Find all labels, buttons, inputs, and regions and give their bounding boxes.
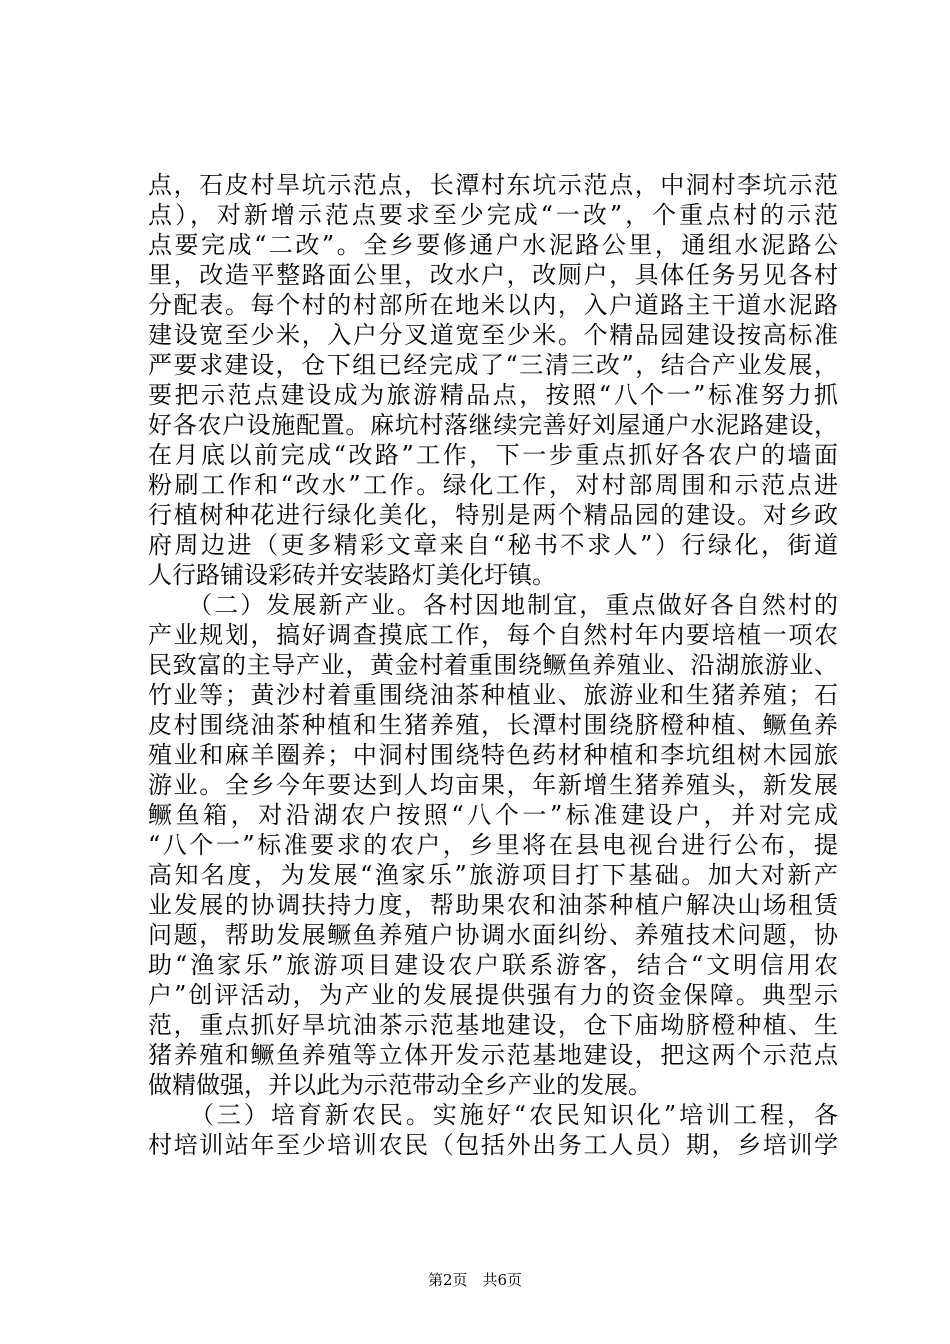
text-line: 建设宽至少米，入户分叉道宽至少米。个精品园建设按高标准 — [148, 321, 838, 349]
text-line: 游业。全乡今年要达到人均亩果，年新增生猪养殖头，新发展 — [148, 771, 838, 799]
text-line: 点，石皮村旱坑示范点，长潭村东坑示范点，中洞村李坑示范 — [148, 171, 838, 199]
text-line: 人行路铺设彩砖并安装路灯美化圩镇。 — [148, 561, 556, 589]
text-line: 点），对新增示范点要求至少完成“一改”，个重点村的示范 — [148, 201, 838, 229]
text-line: 问题，帮助发展鳜鱼养殖户协调水面纠纷、养殖技术问题，协 — [148, 921, 838, 949]
text-line: 村培训站年至少培训农民（包括外出务工人员）期，乡培训学 — [148, 1131, 838, 1159]
page-footer: 第2页 共6页 — [427, 1271, 523, 1289]
text-line: 鳜鱼箱，对沿湖农户按照“八个一”标准建设户，并对完成 — [148, 801, 838, 829]
text-line: “八个一”标准要求的农户，乡里将在县电视台进行公布，提 — [148, 831, 838, 859]
text-line: 好各农户设施配置。麻坑村落继续完善好刘屋通户水泥路建设， — [148, 411, 838, 439]
text-line: 高知名度，为发展“渔家乐”旅游项目打下基础。加大对新产 — [148, 861, 838, 889]
document-body — [148, 170, 838, 1160]
text-line: （二）发展新产业。各村因地制宜，重点做好各自然村的 — [148, 591, 838, 619]
text-line: 要把示范点建设成为旅游精品点，按照“八个一”标准努力抓 — [148, 381, 838, 409]
text-line: 助“渔家乐”旅游项目建设农户联系游客，结合“文明信用农 — [148, 951, 838, 979]
text-line: 粉刷工作和“改水”工作。绿化工作，对村部周围和示范点进 — [148, 471, 838, 499]
text-line: 做精做强，并以此为示范带动全乡产业的发展。 — [148, 1071, 652, 1099]
text-line: 殖业和麻羊圈养；中洞村围绕特色药材种植和李坑组树木园旅 — [148, 741, 838, 769]
text-line: 猪养殖和鳜鱼养殖等立体开发示范基地建设，把这两个示范点 — [148, 1041, 838, 1069]
text-line: 户”创评活动，为产业的发展提供强有力的资金保障。典型示 — [148, 981, 838, 1009]
text-line: （三）培育新农民。实施好“农民知识化”培训工程，各 — [148, 1101, 838, 1129]
text-line: 严要求建设，仓下组已经完成了“三清三改”，结合产业发展， — [148, 351, 838, 379]
text-line: 范，重点抓好旱坑油茶示范基地建设，仓下庙坳脐橙种植、生 — [148, 1011, 838, 1039]
text-line: 行植树种花进行绿化美化，特别是两个精品园的建设。对乡政 — [148, 501, 838, 529]
text-line: 产业规划，搞好调查摸底工作，每个自然村年内要培植一项农 — [148, 621, 838, 649]
text-line: 在月底以前完成“改路”工作，下一步重点抓好各农户的墙面 — [148, 441, 838, 469]
text-line: 分配表。每个村的村部所在地米以内，入户道路主干道水泥路 — [148, 291, 838, 319]
text-line: 皮村围绕油茶种植和生猪养殖，长潭村围绕脐橙种植、鳜鱼养 — [148, 711, 838, 739]
text-line: 竹业等；黄沙村着重围绕油茶种植业、旅游业和生猪养殖；石 — [148, 681, 838, 709]
text-line: 里，改造平整路面公里，改水户，改厕户，具体任务另见各村 — [148, 261, 838, 289]
text-line: 民致富的主导产业，黄金村着重围绕鳜鱼养殖业、沿湖旅游业、 — [148, 651, 838, 679]
text-line: 点要完成“二改”。全乡要修通户水泥路公里，通组水泥路公 — [148, 231, 838, 259]
text-line: 府周边进（更多精彩文章来自“秘书不求人”）行绿化，街道 — [148, 531, 838, 559]
text-line: 业发展的协调扶持力度，帮助果农和油茶种植户解决山场租赁 — [148, 891, 838, 919]
